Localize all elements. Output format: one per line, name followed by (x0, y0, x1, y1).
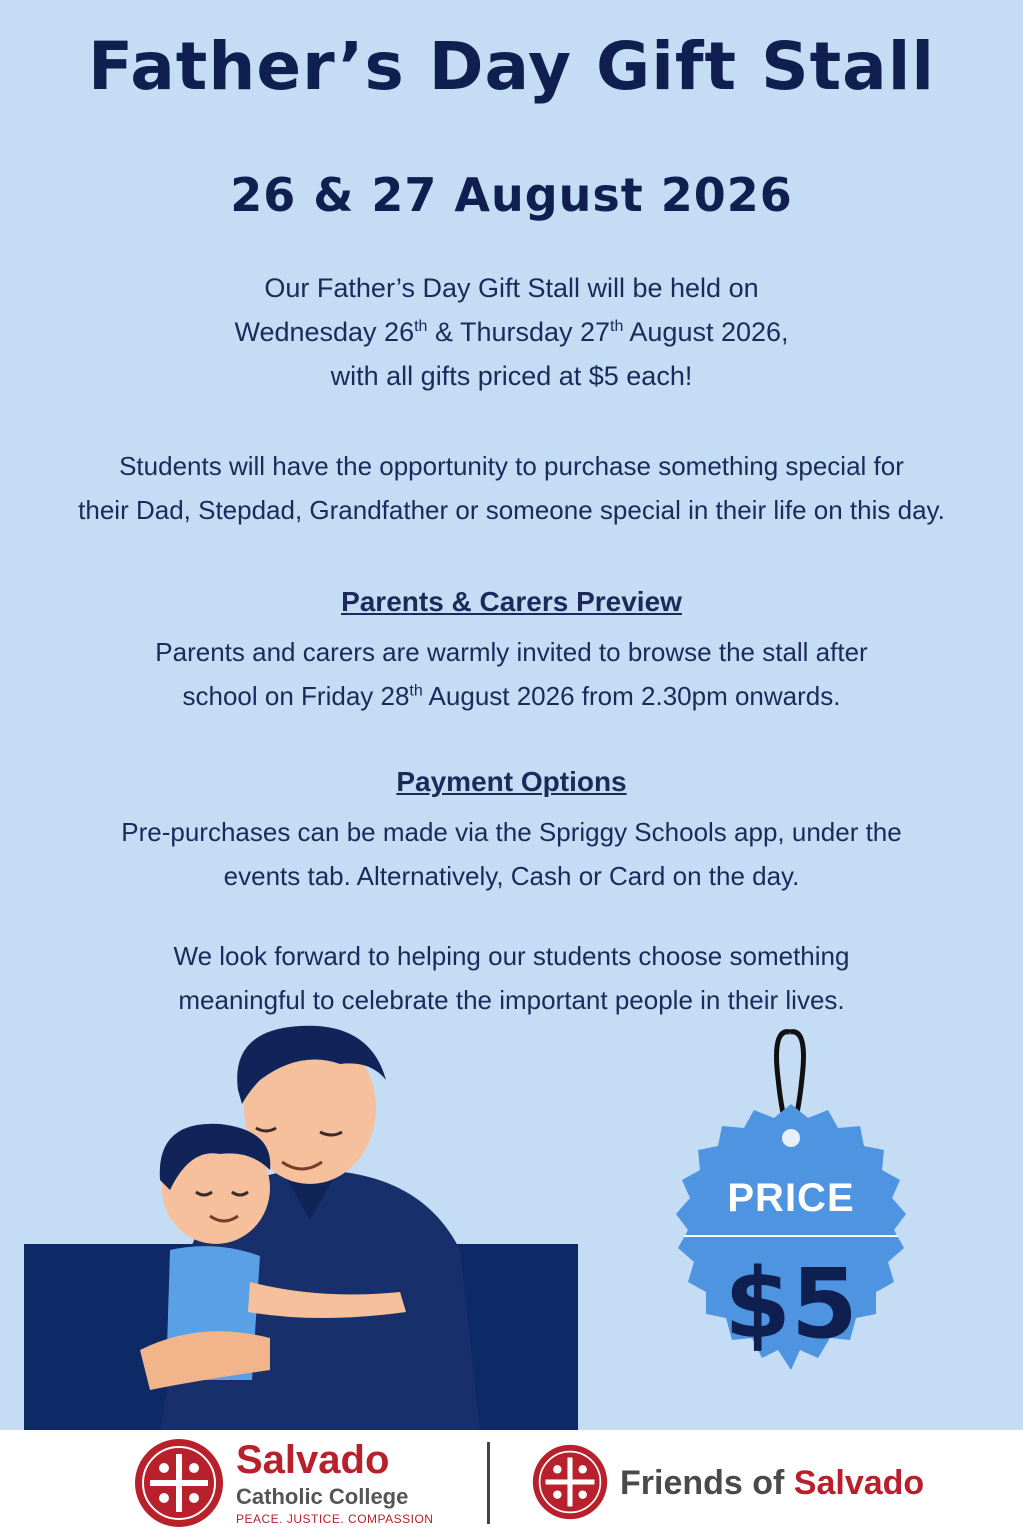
ordinal-suffix: th (414, 318, 428, 335)
intro-paragraph (40, 266, 983, 398)
preview-line: Parents and carers are warmly invited to browse the stall after (155, 637, 868, 667)
ordinal-suffix: th (610, 318, 624, 335)
father-child-illustration (20, 1020, 620, 1432)
footer (0, 1430, 1023, 1537)
price-value: $5 (724, 1248, 858, 1360)
payment-line: events tab. Alternatively, Cash or Card on the day. (223, 861, 800, 891)
intro-text: Wednesday 26 (234, 317, 415, 347)
price-label: PRICE (727, 1176, 855, 1220)
payment-heading: Payment Options (396, 766, 627, 797)
friends-of-salvado (620, 1464, 924, 1503)
friends-prefix: Friends of (620, 1464, 794, 1502)
intro-text: August 2026, (623, 317, 789, 347)
college-name: Salvado (236, 1438, 390, 1482)
closing-line: meaningful to celebrate the important people in their lives. (178, 985, 845, 1015)
intro-line (40, 310, 983, 354)
students-paragraph (40, 444, 983, 532)
closing-line: We look forward to helping our students choose something (173, 941, 850, 971)
intro-line: with all gifts priced at $5 each! (330, 361, 693, 391)
friends-accent: Salvado (793, 1464, 925, 1502)
event-dates: 26 & 27 August 2026 (230, 168, 793, 222)
payment-line: Pre-purchases can be made via the Spriggy Schools app, under the (121, 817, 902, 847)
preview-paragraph (40, 630, 983, 718)
intro-line: Our Father’s Day Gift Stall will be held on (264, 273, 759, 303)
preview-heading: Parents & Carers Preview (341, 586, 682, 617)
intro-text: & Thursday 27 (427, 317, 611, 347)
preview-line (40, 674, 983, 718)
students-line: Students will have the opportunity to purchase something special for (119, 451, 904, 481)
page-title: Father’s Day Gift Stall (88, 28, 935, 105)
preview-text: school on Friday 28 (182, 681, 410, 711)
college-motto: PEACE. JUSTICE. COMPASSION (236, 1512, 434, 1526)
students-line: their Dad, Stepdad, Grandfather or someone special in their life on this day. (78, 495, 945, 525)
college-crest-icon (134, 1438, 224, 1528)
footer-divider (487, 1442, 490, 1524)
preview-text: August 2026 from 2.30pm onwards. (422, 681, 841, 711)
tag-hole (782, 1129, 800, 1147)
friends-crest-icon (532, 1444, 608, 1520)
payment-paragraph (40, 810, 983, 898)
college-subtitle: Catholic College (236, 1484, 409, 1509)
ordinal-suffix: th (409, 682, 423, 700)
closing-paragraph (40, 934, 983, 1022)
